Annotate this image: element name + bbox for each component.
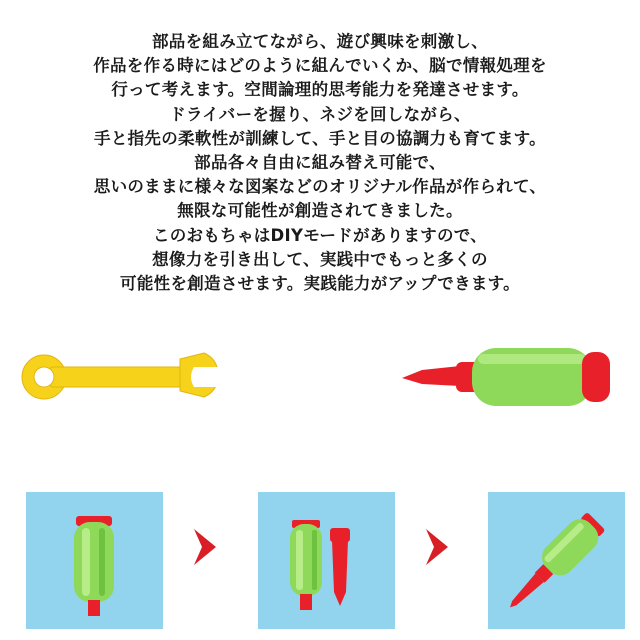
description-line-9: このおもちゃはDIYモードがありますので、 [152,225,488,245]
screwdriver-image [400,340,615,412]
description-line-8: 無限な可能性が創造されてきました。 [177,201,463,221]
step-3-panel [488,492,625,629]
description-line-11: 可能性を創造させます。実践能力がアップできます。 [120,274,520,294]
chevron-right-icon [422,527,452,567]
handle-and-tip-image [258,492,395,629]
chevron-right-icon [190,527,220,567]
wrench-image [18,345,223,405]
assembled-screwdriver-image [488,492,625,629]
step-2-panel [258,492,395,629]
description-line-5: 手と指先の柔軟性が訓練して、手と目の協調力も育てます。 [94,128,546,148]
description-line-4: ドライバーを握り、ネジを回しながら、 [169,104,471,124]
description-line-6: 部品各々自由に組み替え可能で、 [194,153,446,173]
product-description [0,30,640,296]
description-line-7: 思いのままに様々な図案などのオリジナル作品が作られて、 [93,177,547,197]
description-line-3: 行って考えます。空間論理的思考能力を発達させます。 [111,80,529,100]
step-1-panel [26,492,163,629]
handle-part-image [26,492,163,629]
description-line-10: 想像力を引き出して、実践中でもっと多くの [152,249,488,269]
description-line-2: 作品を作る時にはどのように組んでいくか、脳で情報処理を [93,56,547,76]
description-line-1: 部品を組み立てながら、遊び興味を刺激し、 [152,32,488,51]
